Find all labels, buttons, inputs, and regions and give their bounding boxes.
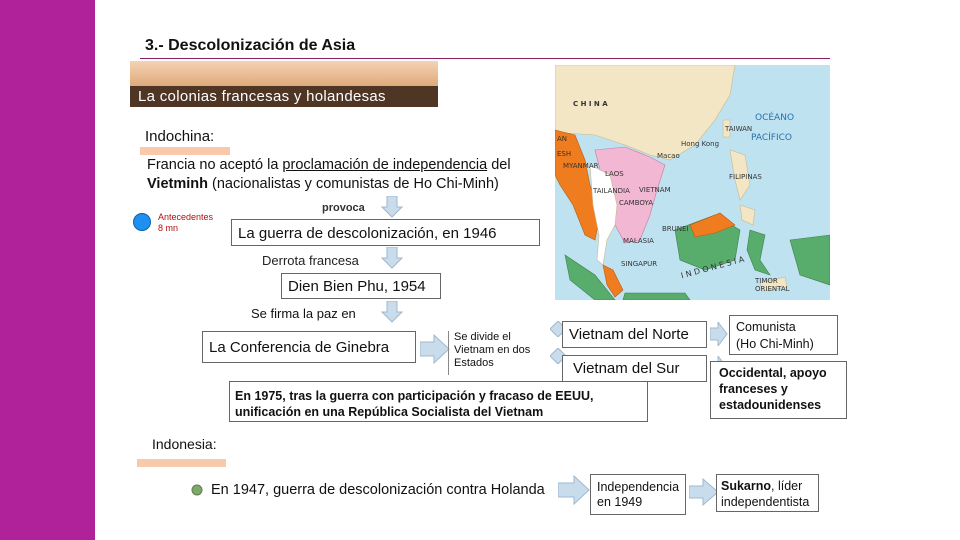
vietminh-term: Vietminh bbox=[147, 176, 208, 192]
bullet-circle-icon[interactable] bbox=[132, 212, 152, 232]
occidental-box bbox=[710, 361, 847, 419]
occidental-line2: franceses y bbox=[719, 382, 788, 396]
right-arrow-icon bbox=[420, 334, 450, 364]
paragraph-suffix: del bbox=[487, 157, 511, 173]
divide-line3: Estados bbox=[454, 357, 494, 369]
map-label-an: AN bbox=[557, 135, 568, 143]
map-label-filipinas: FILIPINAS bbox=[729, 173, 762, 181]
map-label-hongkong: Hong Kong bbox=[681, 140, 720, 148]
indonesia-underline bbox=[137, 459, 226, 467]
sukarno-name: Sukarno bbox=[721, 479, 772, 493]
comunista-line1: Comunista bbox=[736, 320, 796, 334]
map-label-laos: LAOS bbox=[605, 170, 624, 178]
indochina-paragraph bbox=[147, 156, 557, 194]
down-arrow-icon bbox=[381, 247, 403, 269]
right-arrow-icon bbox=[710, 322, 728, 346]
vietnam-norte-label: Vietnam del Norte bbox=[569, 326, 689, 343]
independencia-box bbox=[590, 474, 686, 515]
sukarno-box bbox=[716, 474, 819, 512]
map-label-macao: Macao bbox=[657, 152, 680, 160]
title-divider bbox=[140, 58, 830, 59]
map-label-brunei: BRUNEI bbox=[662, 225, 689, 233]
indochina-heading: Indochina: bbox=[145, 128, 215, 145]
map-label-timor-oriental: ORIENTAL bbox=[755, 285, 790, 293]
map-label-esh: ESH bbox=[557, 150, 572, 158]
southeast-asia-map bbox=[555, 65, 830, 300]
unificacion-line1: En 1975, tras la guerra con participación y fracaso de EEUU, bbox=[235, 389, 594, 403]
dien-bien-phu-name: Dien Bien Phu, bbox=[288, 278, 389, 295]
paragraph-prefix: Francia no aceptó la bbox=[147, 157, 283, 173]
independencia-line1: Independencia bbox=[597, 480, 680, 494]
guerra-bold: La guerra de descolonización, bbox=[238, 225, 439, 242]
indochina-underline bbox=[140, 147, 230, 155]
antecedentes-link[interactable] bbox=[158, 212, 213, 234]
map-label-indonesia: I N D O N E S I A bbox=[679, 254, 746, 281]
provoca-label: provoca bbox=[322, 202, 365, 214]
map-label-singapur: SINGAPUR bbox=[621, 260, 658, 268]
unificacion-line2: unificación en una República Socialista del Vietnam bbox=[235, 405, 544, 419]
map-label-myanmar: MYANMAR bbox=[563, 162, 599, 170]
vietminh-desc: (nacionalistas y comunistas de Ho Chi-Minh) bbox=[207, 176, 499, 192]
sidebar-strip bbox=[0, 0, 95, 540]
independencia-line2: en 1949 bbox=[597, 495, 643, 509]
derrota-label: Derrota francesa bbox=[262, 253, 359, 268]
page-title: 3.- Descolonización de Asia bbox=[145, 37, 356, 54]
conferencia-label: La Conferencia de Ginebra bbox=[209, 339, 390, 356]
bullet-square-icon bbox=[191, 484, 203, 496]
comunista-line2: (Ho Chi-Minh) bbox=[736, 337, 814, 351]
vietnam-sur-label: Vietnam del Sur bbox=[573, 360, 680, 377]
down-arrow-icon bbox=[381, 301, 403, 323]
right-arrow-icon bbox=[558, 475, 590, 505]
map-label-china: C H I N A bbox=[573, 100, 608, 108]
divide-line2: Vietnam en dos bbox=[454, 344, 531, 356]
map-label-vietnam: VIETNAM bbox=[639, 186, 671, 194]
map-label-camboya: CAMBOYA bbox=[619, 199, 654, 207]
independence-link[interactable]: proclamación de independencia bbox=[282, 157, 488, 173]
occidental-line3: estadounidenses bbox=[719, 398, 822, 412]
indonesia-heading: Indonesia: bbox=[152, 436, 217, 452]
conferencia-box bbox=[202, 331, 416, 363]
vietnam-norte-box bbox=[562, 321, 707, 348]
dien-bien-phu-box bbox=[281, 273, 441, 299]
section-banner: La colonias francesas y holandesas bbox=[138, 88, 386, 105]
map-label-malasia: MALASIA bbox=[623, 237, 654, 245]
map-label-pacifico: PACÍFICO bbox=[751, 133, 792, 143]
dien-bien-phu-year: 1954 bbox=[388, 278, 426, 295]
divide-note bbox=[448, 331, 546, 375]
map-label-timor: TIMOR bbox=[755, 277, 778, 285]
firma-label: Se firma la paz en bbox=[251, 306, 356, 321]
occidental-line1: Occidental, apoyo bbox=[719, 366, 827, 380]
antecedentes-label: Antecedentes bbox=[158, 212, 214, 222]
divide-line1: Se divide el bbox=[454, 331, 511, 343]
map-label-oceano: OCÉANO bbox=[755, 113, 795, 123]
map-label-taiwan: TAIWAN bbox=[725, 125, 753, 133]
comunista-box bbox=[729, 315, 838, 355]
guerra-year: en 1946 bbox=[438, 225, 497, 242]
vietnam-sur-box bbox=[562, 355, 707, 382]
unificacion-box bbox=[229, 381, 648, 422]
sukarno-role: , líder bbox=[771, 479, 803, 493]
right-arrow-icon bbox=[689, 478, 719, 506]
antecedentes-duration: 8 mn bbox=[158, 223, 179, 233]
sukarno-line2: independentista bbox=[721, 495, 810, 509]
map-label-tailandia: TAILANDIA bbox=[593, 187, 630, 195]
indonesia-guerra: En 1947, guerra de descolonización contra Holanda bbox=[211, 482, 545, 498]
guerra-box bbox=[231, 219, 540, 246]
down-arrow-icon bbox=[381, 196, 403, 218]
